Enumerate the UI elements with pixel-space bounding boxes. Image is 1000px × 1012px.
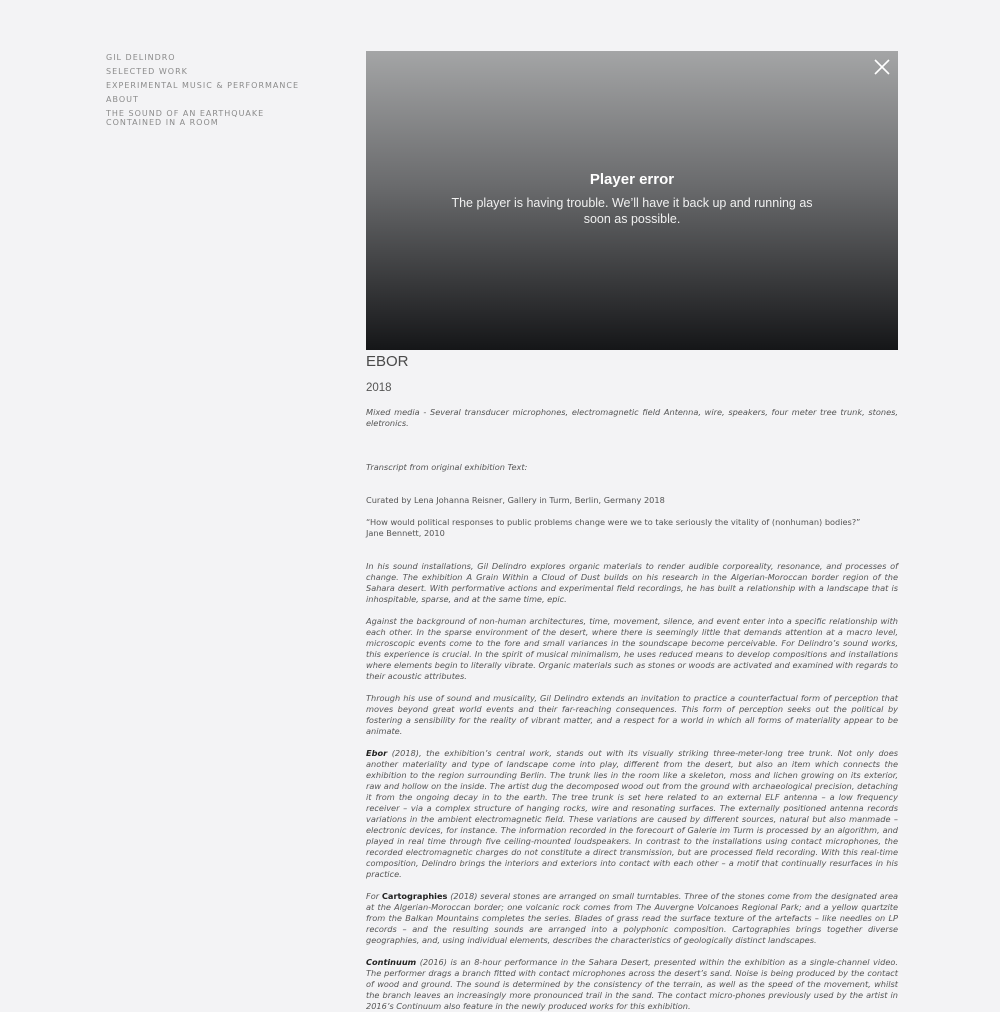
- main-content: [366, 51, 898, 1012]
- work-materials: Mixed media - Several transducer microphones, electromagnetic field Antenna, wire, speakers, four meter tree trunk, stones, eletronics.: [366, 407, 898, 428]
- work-name-continuum: Continuum: [366, 957, 417, 967]
- text-paragraph-ebor: [366, 748, 898, 880]
- nav-item-earthquake[interactable]: THE SOUND OF AN EARTHQUAKE CONTAINED IN A ROOM: [106, 109, 265, 127]
- work-name-cartographies: Cartographies: [381, 891, 448, 901]
- epigraph: [366, 517, 898, 539]
- ebor-description: (2018), the exhibition’s central work, stands out with its visually striking three-meter-long tree trunk. Not only does another materiality and type of landscape come into play, different from the desert, but also an item which connects the exhibition to the region surrounding Berlin. The trunk lies in the room like a skeleton, moss and lichen growing on its exterior, raw and hollow on the inside. The artist dug the decomposed wood out from the ground with archaeological precision, detaching it from the ongoing decay in to the earth. The tree trunk is set here related to an external ELF antenna – a low frequency receiver – via a complex structure of hanging rocks, wire and resonating surfaces. The externally positioned antenna records variations in the ambient electromagnetic field. These variations are caused by different sources, natural but also manmade – electronic devices, for instance. The information recorded in the forecourt of Galerie im Turm is processed by an algorithm, and played in real time through five ceiling-mounted loudspeakers. In contrast to the installations using contact microphones, the recorded electromagnetic charges do not constitute a direct transmission, but are processed field recording. With this real-time composition, Delindro brings the interiors and exteriors into contact with each other – a motif that continually resurfaces in his practice.: [366, 748, 898, 879]
- transcript-label: Transcript from original exhibition Text:: [366, 462, 528, 472]
- text-paragraph: Through his use of sound and musicality, Gil Delindro extends an invitation to practice a counterfactual form of perception that moves beyond great world events and their far-reaching consequences. This form of perception seeks out the political by fostering a sensibility for the reality of vibrant matter, and a respect for a world in which all forms of materiality appear to be animate.: [366, 693, 898, 736]
- video-player[interactable]: [366, 51, 898, 350]
- nav-item-about[interactable]: ABOUT: [106, 95, 139, 104]
- close-icon[interactable]: [874, 59, 890, 75]
- epigraph-quote: “How would political responses to public problems change were we to take seriously the vitality of (nonhuman) bodies?”: [366, 517, 861, 527]
- nav-item-home[interactable]: GIL DELINDRO: [106, 53, 176, 62]
- curated-by: Curated by Lena Johanna Reisner, Gallery in Turm, Berlin, Germany 2018: [366, 495, 665, 505]
- text-paragraph: In his sound installations, Gil Delindro explores organic materials to render audible corporeality, resonance, and processes of change. The exhibition A Grain Within a Cloud of Dust builds on his research in the Algerian-Moroccan border region of the Sahara desert. With performative actions and experimental field recordings, he has built a relationship with a landscape that is inhospitable, sparse, and at the same time, epic.: [366, 561, 898, 604]
- nav-item-selected-work[interactable]: SELECTED WORK: [106, 67, 188, 76]
- work-title: EBOR: [366, 353, 409, 370]
- cartographies-prefix: For: [366, 891, 382, 901]
- nav-item-experimental-music[interactable]: EXPERIMENTAL MUSIC & PERFORMANCE: [106, 81, 300, 90]
- site-nav: [106, 53, 306, 132]
- epigraph-author: Jane Bennett, 2010: [366, 528, 445, 538]
- player-error-title: Player error: [589, 171, 675, 188]
- text-paragraph-cartographies: [366, 891, 898, 946]
- work-year: 2018: [366, 382, 392, 394]
- cartographies-description: (2018) several stones are arranged on small turntables. Three of the stones come from the designated area at the Algerian-Moroccan border; one volcanic rock comes from The Auvergne Volcanoes Regional Park; and a yellow quartzite from the Balkan Mountains completes the series. Blades of grass read the surface texture of the artefacts – like needles on LP records – and the resulting sounds are arranged into a polyphonic composition. Cartographies brings together diverse geographies, and, using individual elements, describes the characteristics of geologically distinct landscapes.: [366, 891, 899, 945]
- work-name-ebor: Ebor: [366, 748, 388, 758]
- continuum-description: (2016) is an 8-hour performance in the Sahara Desert, presented within the exhibition as a single-channel video. The performer drags a branch fitted with contact microphones across the desert’s sand. Noise is being produced by the contact of wood and ground. The sound is determined by the consistency of the terrain, as well as the speed of the movement, whilst the branch leaves an increasingly more pronounced trail in the sand. The contact micro-phones previously used by the artist in 2016’s Continuum also feature in the newly produced works for this exhibition.: [366, 957, 898, 1011]
- player-error-message: The player is having trouble. We’ll have it back up and running as soon as possible.: [451, 196, 813, 226]
- text-paragraph: Against the background of non-human architectures, time, movement, silence, and event enter into a specific relationship with each other. In the sparse environment of the desert, where there is seemingly little that demands attention at a macro level, microscopic events come to the fore and small variances in the soundscape become perceivable. For Delindro’s sound works, this experience is crucial. In the spirit of musical minimalism, he uses reduced means to develop compositions and installations where elements begin to literally vibrate. Organic materials such as stones or woods are activated and examined with regards to their acoustic attributes.: [366, 616, 898, 681]
- text-paragraph-continuum: [366, 957, 898, 1012]
